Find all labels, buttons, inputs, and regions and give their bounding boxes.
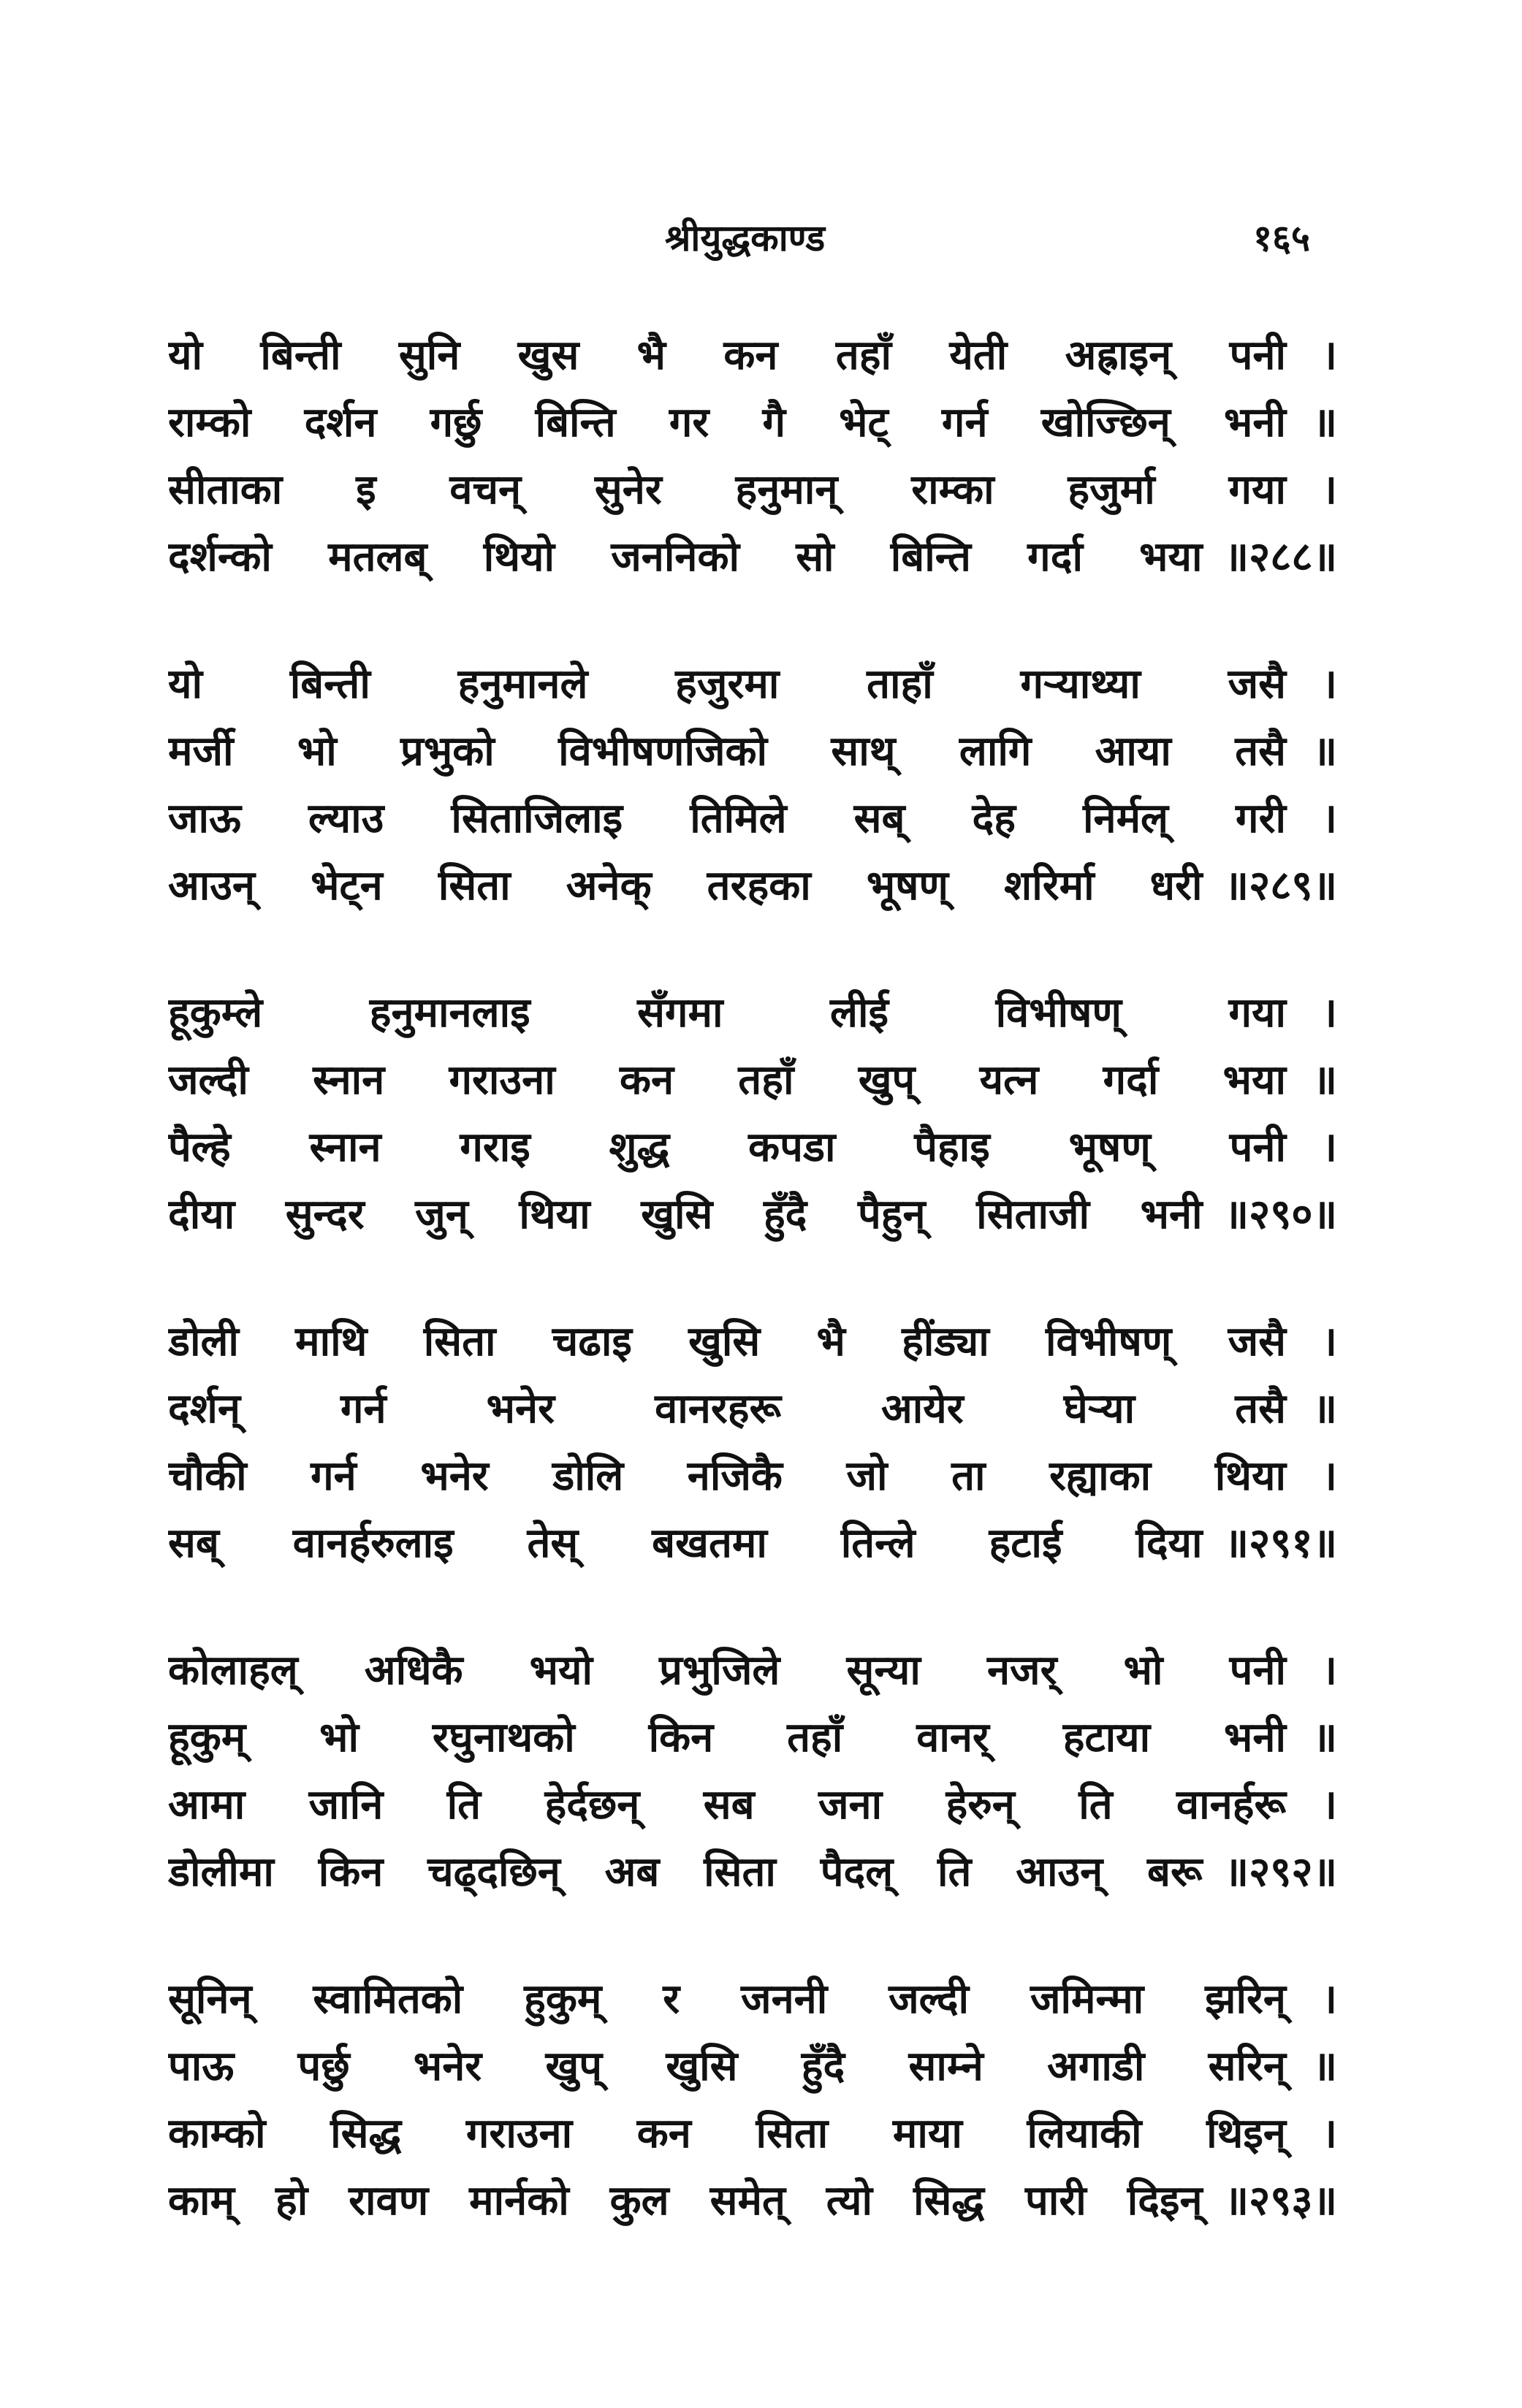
- verse-289: [168, 650, 1337, 919]
- danda-mark: ।: [1321, 331, 1337, 379]
- verse-line-text: डोलीमा किन चढ्दछिन् अब सिता पैदल् ति आउन् बरू: [168, 1848, 1203, 1896]
- verse-line: [168, 717, 1337, 785]
- verse-line: [168, 650, 1337, 717]
- verse-line-text: हूकुम्ले हनुमानलाइ सँगमा लीई विभीषण् गया: [168, 988, 1286, 1037]
- verse-line-text: दीया सुन्दर जुन् थिया खुसि हुँदै पैहुन् सिताजी भनी: [168, 1190, 1203, 1238]
- verse-line-text: दर्शन्को मतलब् थियो जननिको सो बिन्ति गर्दा भया: [168, 533, 1203, 581]
- verse-line-text: सीताका इ वचन् सुनेर हनुमान् राम्का हजुर्मा गया: [168, 465, 1286, 514]
- verse-line: [168, 2100, 1337, 2167]
- verse-number: ॥२९१॥: [1224, 1519, 1337, 1567]
- verse-292: [168, 1637, 1337, 1905]
- verse-line-text: आमा जानि ति हेर्दछन् सब जना हेरुन् ति वानर्हरू: [168, 1780, 1286, 1829]
- verse-line: [168, 1965, 1337, 2032]
- danda-mark: ।: [1321, 794, 1337, 842]
- verse-line: [168, 979, 1337, 1046]
- verse-line-text: आउन् भेट्न सिता अनेक् तरहका भूषण् शरिर्मा धरी: [168, 861, 1203, 910]
- verse-line-text: डोली माथि सिता चढाइ खुसि भै हींड्या विभीषण् जसै: [168, 1317, 1286, 1365]
- verse-line: [168, 1442, 1337, 1509]
- danda-mark: ।: [1321, 1123, 1337, 1171]
- verse-293: [168, 1965, 1337, 2234]
- verse-line: [168, 1509, 1337, 1577]
- double-danda-mark: ॥: [1312, 2042, 1337, 2090]
- verse-list: [168, 321, 1337, 2294]
- running-header-title: श्रीयुद्धकाण्ड: [665, 216, 826, 259]
- verse-line: [168, 2032, 1337, 2100]
- page-header: [0, 212, 1522, 270]
- verse-line-text: पाऊ पर्छु भनेर खुप् खुसि हुँदै साम्ने अगाडी सरिन्: [168, 2042, 1286, 2090]
- verse-line-text: काम्को सिद्ध गराउना कन सिता माया लियाकी थिइन्: [168, 2109, 1286, 2157]
- double-danda-mark: ॥: [1312, 1056, 1337, 1104]
- danda-mark: ।: [1321, 465, 1337, 514]
- danda-mark: ।: [1321, 660, 1337, 708]
- verse-line-text: मर्जी भो प्रभुको विभीषणजिको साथ् लागि आया तसै: [168, 727, 1286, 775]
- verse-line: [168, 1046, 1337, 1113]
- verse-line: [168, 1637, 1337, 1704]
- danda-mark: ।: [1321, 988, 1337, 1037]
- verse-291: [168, 1308, 1337, 1577]
- verse-line: [168, 456, 1337, 523]
- verse-number: ॥२८८॥: [1224, 533, 1337, 581]
- verse-line: [168, 321, 1337, 389]
- verse-line-text: जल्दी स्नान गराउना कन तहाँ खुप् यत्न गर्दा भया: [168, 1056, 1286, 1104]
- verse-line: [168, 1375, 1337, 1442]
- verse-number: ॥२८९॥: [1224, 861, 1337, 910]
- verse-number: ॥२९३॥: [1224, 2176, 1337, 2225]
- double-danda-mark: ॥: [1312, 398, 1337, 446]
- verse-line-text: दर्शन् गर्न भनेर वानरहरू आयेर घेऱ्या तसै: [168, 1384, 1286, 1433]
- verse-line-text: राम्को दर्शन गर्छु बिन्ति गर गै भेट् गर्न खोज्छिन् भनी: [168, 398, 1286, 446]
- verse-line-text: पैल्हे स्नान गराइ शुद्ध कपडा पैहाइ भूषण् पनी: [168, 1123, 1286, 1171]
- verse-line: [168, 523, 1337, 590]
- danda-mark: ।: [1321, 1646, 1337, 1694]
- verse-number: ॥२९२॥: [1224, 1848, 1337, 1896]
- danda-mark: ।: [1321, 2109, 1337, 2157]
- verse-line: [168, 1704, 1337, 1771]
- verse-line-text: काम् हो रावण मार्नको कुल समेत् त्यो सिद्ध पारी दिइन्: [168, 2176, 1203, 2225]
- double-danda-mark: ॥: [1312, 1713, 1337, 1761]
- verse-line-text: यो बिन्ती सुनि खुस भै कन तहाँ येती अह्राइन् पनी: [168, 331, 1286, 379]
- double-danda-mark: ॥: [1312, 727, 1337, 775]
- verse-line: [168, 1771, 1337, 1838]
- verse-line-text: चौकी गर्न भनेर डोलि नजिकै जो ता रह्याका थिया: [168, 1452, 1286, 1500]
- verse-line-text: हूकुम् भो रघुनाथको किन तहाँ वानर् हटाया भनी: [168, 1713, 1286, 1761]
- danda-mark: ।: [1321, 1975, 1337, 2023]
- verse-line: [168, 1838, 1337, 1905]
- verse-line: [168, 389, 1337, 456]
- verse-290: [168, 979, 1337, 1248]
- danda-mark: ।: [1321, 1780, 1337, 1829]
- verse-line-text: कोलाहल् अधिकै भयो प्रभुजिले सून्या नजर् भो पनी: [168, 1646, 1286, 1694]
- verse-line: [168, 852, 1337, 919]
- verse-line: [168, 1113, 1337, 1181]
- verse-line: [168, 1181, 1337, 1248]
- verse-line-text: सब् वानर्हरुलाइ तेस् बखतमा तिन्ले हटाई दिया: [168, 1519, 1203, 1567]
- danda-mark: ।: [1321, 1317, 1337, 1365]
- verse-288: [168, 321, 1337, 590]
- verse-line: [168, 2167, 1337, 2234]
- double-danda-mark: ॥: [1312, 1384, 1337, 1433]
- verse-line-text: सूनिन् स्वामितको हुकुम् र जननी जल्दी जमिन्मा झरिन्: [168, 1975, 1286, 2023]
- verse-number: ॥२९०॥: [1224, 1190, 1337, 1238]
- verse-line-text: यो बिन्ती हनुमानले हजुरमा ताहाँ गऱ्याथ्या जसै: [168, 660, 1286, 708]
- verse-line-text: जाऊ ल्याउ सिताजिलाइ तिमिले सब् देह निर्मल् गरी: [168, 794, 1286, 842]
- danda-mark: ।: [1321, 1452, 1337, 1500]
- verse-line: [168, 1308, 1337, 1375]
- verse-line: [168, 785, 1337, 852]
- page-number: १६५: [1253, 216, 1310, 259]
